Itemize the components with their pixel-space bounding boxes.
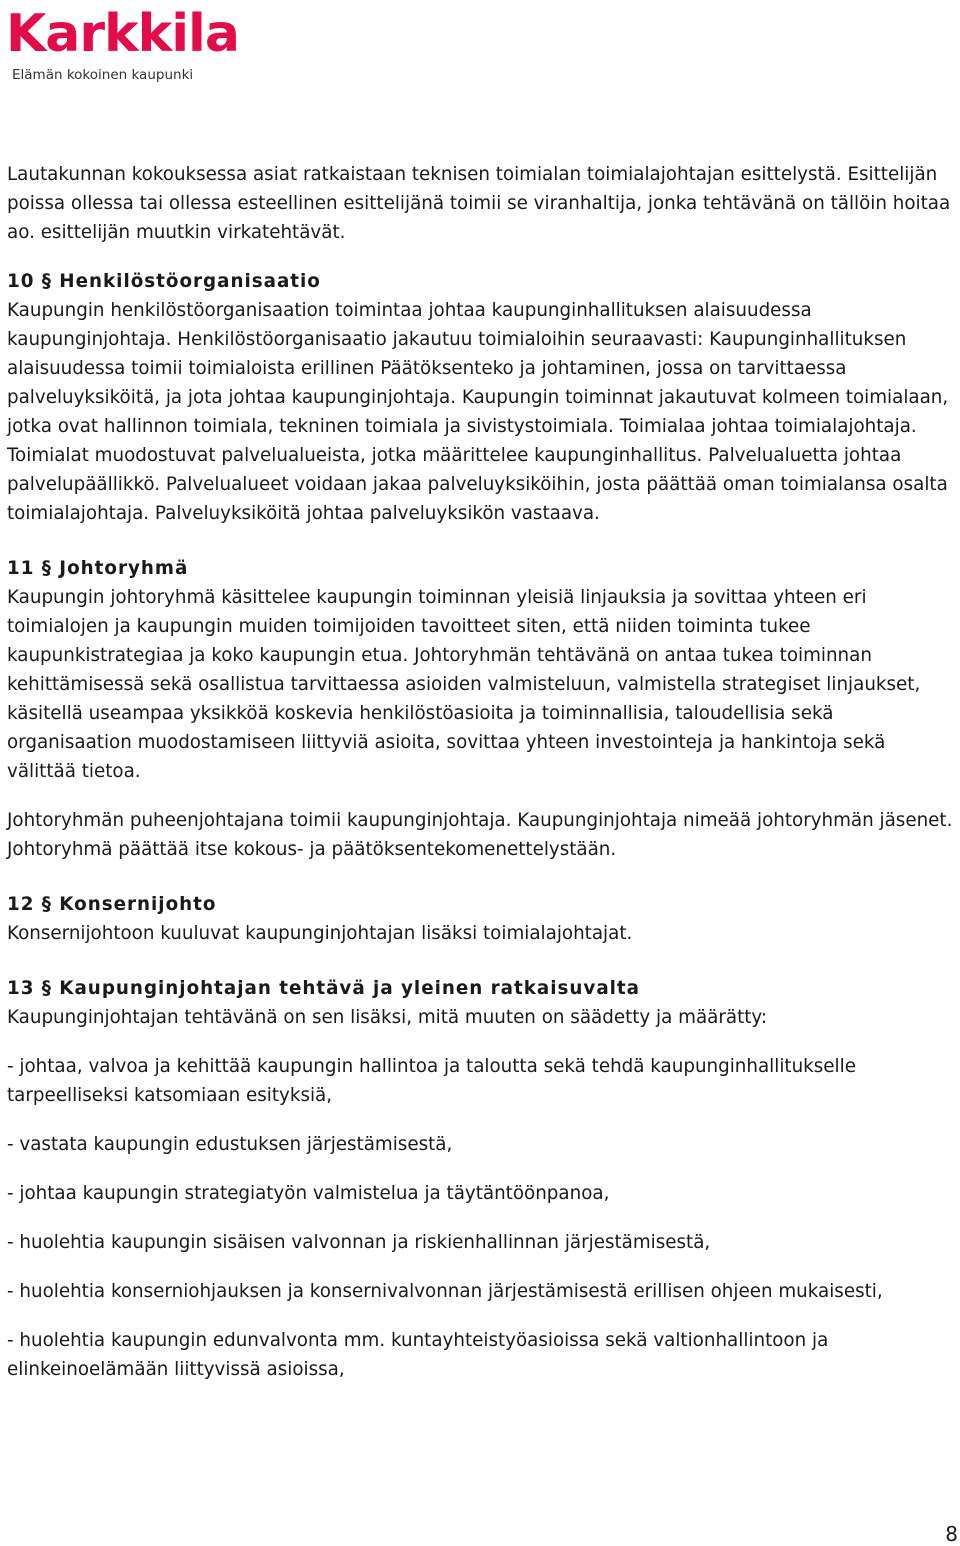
section-13-intro: Kaupunginjohtajan tehtävänä on sen lisäksi, mitä muuten on säädetty ja määrätty:	[7, 1007, 768, 1028]
section-11-heading: 11 § Johtoryhmä	[7, 558, 189, 579]
logo-wordmark: Karkkila	[6, 4, 239, 64]
list-item: - huolehtia kaupungin edunvalvonta mm. kuntayhteistyöasioissa sekä valtionhallintoon ja elinkeinoelämään liittyvissä asioissa,	[7, 1330, 829, 1380]
list-item: - johtaa kaupungin strategiatyön valmistelua ja täytäntöönpanoa,	[7, 1183, 610, 1204]
section-13-heading: 13 § Kaupunginjohtajan tehtävä ja yleinen ratkaisuvalta	[7, 978, 641, 999]
list-item: - huolehtia kaupungin sisäisen valvonnan ja riskienhallinnan järjestämisestä,	[7, 1232, 711, 1253]
list-item: - huolehtia konserniohjauksen ja konsernivalvonnan järjestämisestä erillisen ohjeen mukaisesti,	[7, 1281, 883, 1302]
list-item: - vastata kaupungin edustuksen järjestämisestä,	[7, 1134, 453, 1155]
document-body	[7, 160, 957, 1384]
section-11-body-2: Johtoryhmän puheenjohtajana toimii kaupunginjohtaja. Kaupunginjohtaja nimeää johtoryhmän jäsenet. Johtoryhmä päättää itse kokous- ja päätöksentekomenettelystään.	[7, 810, 953, 860]
page-number: 8	[945, 1522, 958, 1546]
intro-paragraph: Lautakunnan kokouksessa asiat ratkaistaan teknisen toimialan toimialajohtajan esittelystä. Esittelijän poissa ollessa tai ollessa esteellinen esittelijänä toimii se viranhaltija, jonka tehtävänä on tällöin hoitaa ao. esittelijän muutkin virkatehtävät.	[7, 164, 951, 243]
section-10-body: Kaupungin henkilöstöorganisaation toimintaa johtaa kaupunginhallituksen alaisuudessa kaupunginjohtaja. Henkilöstöorganisaatio jakautuu toimialoihin seuraavasti: Kaupunginhallituksen alaisuudessa toimii toimialoista erillinen Päätöksenteko ja johtaminen, jossa on tarvittaessa palveluyksiköitä, ja jota johtaa kaupunginjohtaja. Kaupungin toiminnat jakautuvat kolmeen toimialaan, jotka ovat hallinnon toimiala, tekninen toimiala ja sivistystoimiala. Toimialaa johtaa toimialajohtaja. Toimialat muodostuvat palvelualueista, jotka määrittelee kaupunginhallitus. Palvelualuetta johtaa palvelupäällikkö. Palvelualueet voidaan jakaa palveluyksiköihin, josta päättää oman toimialansa osalta toimialajohtaja. Palveluyksiköitä johtaa palveluyksikön vastaava.	[7, 300, 949, 524]
logo-tagline: Elämän kokoinen kaupunki	[12, 67, 194, 83]
section-12-body: Konsernijohtoon kuuluvat kaupunginjohtajan lisäksi toimialajohtajat.	[7, 923, 633, 944]
karkkila-logo	[6, 4, 239, 88]
section-12-heading: 12 § Konsernijohto	[7, 894, 217, 915]
section-11-body-1: Kaupungin johtoryhmä käsittelee kaupungin toiminnan yleisiä linjauksia ja sovittaa yhteen eri toimialojen ja kaupungin muiden toimijoiden tavoitteet siten, että niiden toiminta tukee kaupunkistrategiaa ja koko kaupungin etua. Johtoryhmän tehtävänä on antaa tukea toiminnan kehittämisessä sekä osallistua tarvittaessa asioiden valmisteluun, valmistella strategiset linjaukset, käsitellä useampaa yksikköä koskevia henkilöstöasioita ja toiminnallisia, taloudellisia sekä organisaation muodostamiseen liittyviä asioita, sovittaa yhteen investointeja ja hankintoja sekä välittää tietoa.	[7, 587, 921, 782]
section-10-heading: 10 § Henkilöstöorganisaatio	[7, 271, 321, 292]
list-item: - johtaa, valvoa ja kehittää kaupungin hallintoa ja taloutta sekä tehdä kaupunginhallitukselle tarpeelliseksi katsomiaan esityksiä,	[7, 1056, 856, 1106]
